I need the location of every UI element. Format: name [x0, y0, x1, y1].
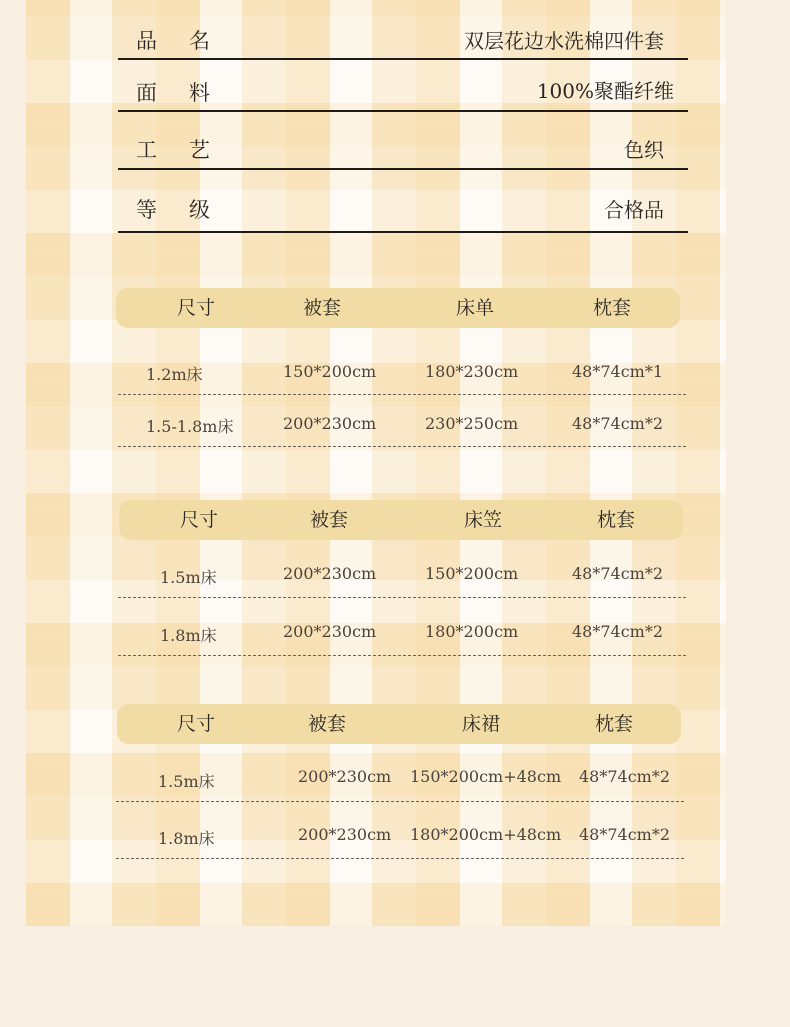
- header-size: 尺寸: [177, 713, 216, 735]
- spec-key: 等 级: [136, 198, 212, 222]
- header-fitted-sheet: 床笠: [464, 509, 503, 531]
- cell-sheet: 180*230cm: [425, 362, 519, 381]
- spec-value: 双层花边水洗棉四件套: [464, 29, 664, 53]
- cell-duvet: 200*230cm: [283, 414, 377, 433]
- table-row: [118, 603, 686, 656]
- header-duvet: 被套: [303, 297, 342, 319]
- header-pillowcase: 枕套: [595, 713, 634, 735]
- table-row: [116, 806, 684, 859]
- spec-key: 工 艺: [136, 138, 212, 162]
- cell-size: 1.5m床: [158, 772, 215, 791]
- spec-row-craft: [118, 110, 688, 170]
- size-table-header: [119, 500, 683, 540]
- cell-pillowcase: 48*74cm*1: [572, 362, 664, 381]
- header-size: 尺寸: [177, 297, 216, 319]
- cell-duvet: 200*230cm: [283, 564, 377, 583]
- cell-pillowcase: 48*74cm*2: [572, 414, 664, 433]
- cell-size: 1.8m床: [160, 626, 217, 645]
- cell-size: 1.5-1.8m床: [146, 417, 234, 436]
- spec-value: 100%聚酯纤维: [536, 79, 674, 103]
- cell-duvet: 200*230cm: [298, 825, 392, 844]
- table-row: [118, 342, 686, 395]
- cell-duvet: 200*230cm: [283, 622, 377, 641]
- spec-key: 品 名: [136, 29, 212, 53]
- cell-duvet: 150*200cm: [283, 362, 377, 381]
- size-table-header: [116, 288, 680, 328]
- cell-pillowcase: 48*74cm*2: [572, 622, 664, 641]
- spec-row-name: [118, 16, 688, 60]
- header-bedskirt: 床裙: [462, 713, 501, 735]
- spec-key: 面 料: [136, 81, 212, 105]
- spec-value: 合格品: [604, 198, 664, 222]
- table-row: [118, 394, 686, 447]
- spec-row-fabric: [118, 58, 688, 112]
- header-duvet: 被套: [310, 509, 349, 531]
- cell-bedskirt: 150*200cm+48cm: [410, 767, 562, 786]
- cell-bedskirt: 180*200cm+48cm: [410, 825, 562, 844]
- size-table-header: [117, 704, 681, 744]
- cell-size: 1.2m床: [146, 365, 203, 384]
- header-duvet: 被套: [308, 713, 347, 735]
- header-pillowcase: 枕套: [593, 297, 632, 319]
- cell-fitted-sheet: 180*200cm: [425, 622, 519, 641]
- spec-row-grade: [118, 168, 688, 233]
- spec-value: 色织: [624, 138, 664, 162]
- header-pillowcase: 枕套: [597, 509, 636, 531]
- cell-size: 1.8m床: [158, 829, 215, 848]
- header-size: 尺寸: [180, 509, 219, 531]
- cell-size: 1.5m床: [160, 568, 217, 587]
- cell-sheet: 230*250cm: [425, 414, 519, 433]
- cell-fitted-sheet: 150*200cm: [425, 564, 519, 583]
- table-row: [118, 545, 686, 598]
- table-row: [116, 749, 684, 802]
- cell-pillowcase: 48*74cm*2: [572, 564, 664, 583]
- cell-pillowcase: 48*74cm*2: [579, 767, 671, 786]
- cell-duvet: 200*230cm: [298, 767, 392, 786]
- cell-pillowcase: 48*74cm*2: [579, 825, 671, 844]
- header-sheet: 床单: [456, 297, 495, 319]
